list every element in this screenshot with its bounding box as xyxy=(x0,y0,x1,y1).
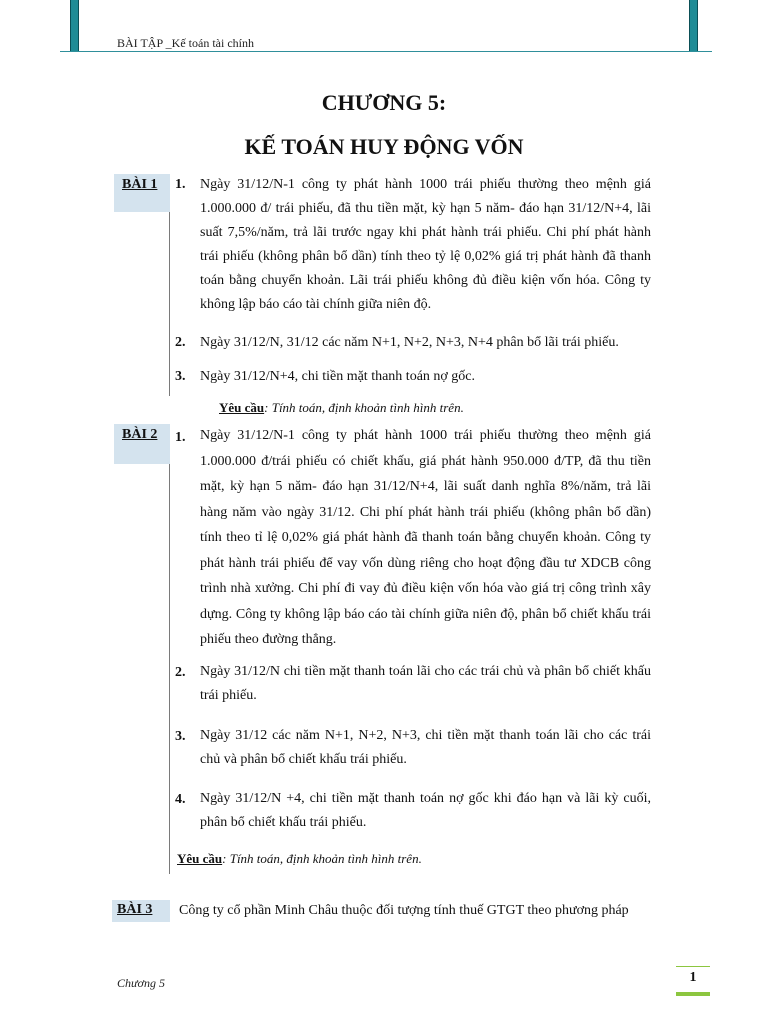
page-number: 1 xyxy=(689,970,697,985)
bai1-requirement xyxy=(219,400,464,416)
header-tab-right xyxy=(689,0,698,52)
footer-chapter: Chương 5 xyxy=(117,976,165,990)
page-number-bar xyxy=(676,992,710,996)
bai1-item3-num: 3. xyxy=(175,369,186,384)
bai1-req-text: : Tính toán, định khoản tình hình trên. xyxy=(264,400,464,415)
bai2-req-text: : Tính toán, định khoản tình hình trên. xyxy=(222,851,422,866)
bai3-text: Công ty cổ phần Minh Châu thuộc đối tượng tính thuế GTGT theo phương pháp xyxy=(179,903,629,918)
bai2-item2-num: 2. xyxy=(175,665,186,680)
chapter-subtitle: KẾ TOÁN HUY ĐỘNG VỐN xyxy=(244,134,524,159)
bai1-item2-num: 2. xyxy=(175,335,186,350)
bai2-item3-num: 3. xyxy=(175,729,186,744)
bai2-item2-text: Ngày 31/12/N chi tiền mặt thanh toán lãi cho các trái chủ và phân bổ chiết khấu trái phiếu. xyxy=(200,664,651,703)
bai2-item1-text: Ngày 31/12/N-1 công ty phát hành 1000 trái phiếu thường theo mệnh giá 1.000.000 đ/trái phiếu có chiết khấu, giá phát hành 950.000 đ/TP, đã thu tiền mặt, kỳ hạn 5 năm- đáo hạn 31/12/N+4, lãi suất danh nghĩa 8%/năm, trả lãi hàng năm vào ngày 31/12. Chi phí phát hành trái phiếu (không phân bổ dần) tính theo tỉ lệ 0,02% giá phát hành đã thanh toán bằng chuyển khoản. Công ty phát hành trái phiếu để vay vốn dùng riêng cho hoạt động đầu tư XDCB công trình nhà xưởng. Chi phí đi vay đủ điều kiện vốn hóa vào giá trị công trình xây dựng. Công ty không lập báo cáo tài chính giữa niên độ, phân bổ chiết khấu trái phiếu theo đường thẳng. xyxy=(200,428,651,647)
chapter-title: CHƯƠNG 5: xyxy=(321,90,447,115)
bai1-item1-text: Ngày 31/12/N-1 công ty phát hành 1000 trái phiếu thường theo mệnh giá 1.000.000 đ/ trái phiếu, đã thu tiền mặt, kỳ hạn 5 năm- đáo hạn 31/12/N+4, lãi suất 7,5%/năm, trả lãi trước ngay khi phát hành trái phiếu. Chi phí phát hành trái phiếu (không phân bổ dần) tính theo tỷ lệ 0,02% giá trị phát hành đã thanh toán bằng chuyển khoản. Lãi trái phiếu không đủ điều kiện vốn hóa. Công ty không lập báo cáo tài chính giữa niên độ. xyxy=(200,177,651,312)
bai2-requirement xyxy=(177,851,422,867)
bai2-req-label: Yêu cầu xyxy=(177,851,223,866)
bai1-item2-text: Ngày 31/12/N, 31/12 các năm N+1, N+2, N+3, N+4 phân bổ lãi trái phiếu. xyxy=(200,335,619,350)
header-tab-left xyxy=(70,0,79,52)
header-text: BÀI TẬP _Kế toán tài chính xyxy=(117,36,254,50)
bai1-item3-text: Ngày 31/12/N+4, chi tiền mặt thanh toán nợ gốc. xyxy=(200,369,476,384)
bai2-divider xyxy=(169,464,170,874)
bai1-req-label: Yêu cầu xyxy=(219,400,265,415)
bai2-item3-text: Ngày 31/12 các năm N+1, N+2, N+3, chi tiền mặt thanh toán lãi cho các trái chủ và phân bổ chiết khấu trái phiếu. xyxy=(200,728,651,767)
page-number-top-rule xyxy=(676,966,710,967)
bai1-item1-num: 1. xyxy=(175,177,186,192)
bai2-item1-num: 1. xyxy=(175,430,186,445)
bai2-item4-num: 4. xyxy=(175,792,186,807)
bai2-item4-text: Ngày 31/12/N +4, chi tiền mặt thanh toán nợ gốc khi đáo hạn và lãi kỳ cuối, phân bổ chiết khấu trái phiếu. xyxy=(200,791,651,830)
header-rule xyxy=(60,51,712,52)
bai3-label: BÀI 3 xyxy=(117,902,153,917)
bai1-divider xyxy=(169,212,170,396)
bai1-label: BÀI 1 xyxy=(122,177,158,192)
bai2-label: BÀI 2 xyxy=(122,427,158,442)
